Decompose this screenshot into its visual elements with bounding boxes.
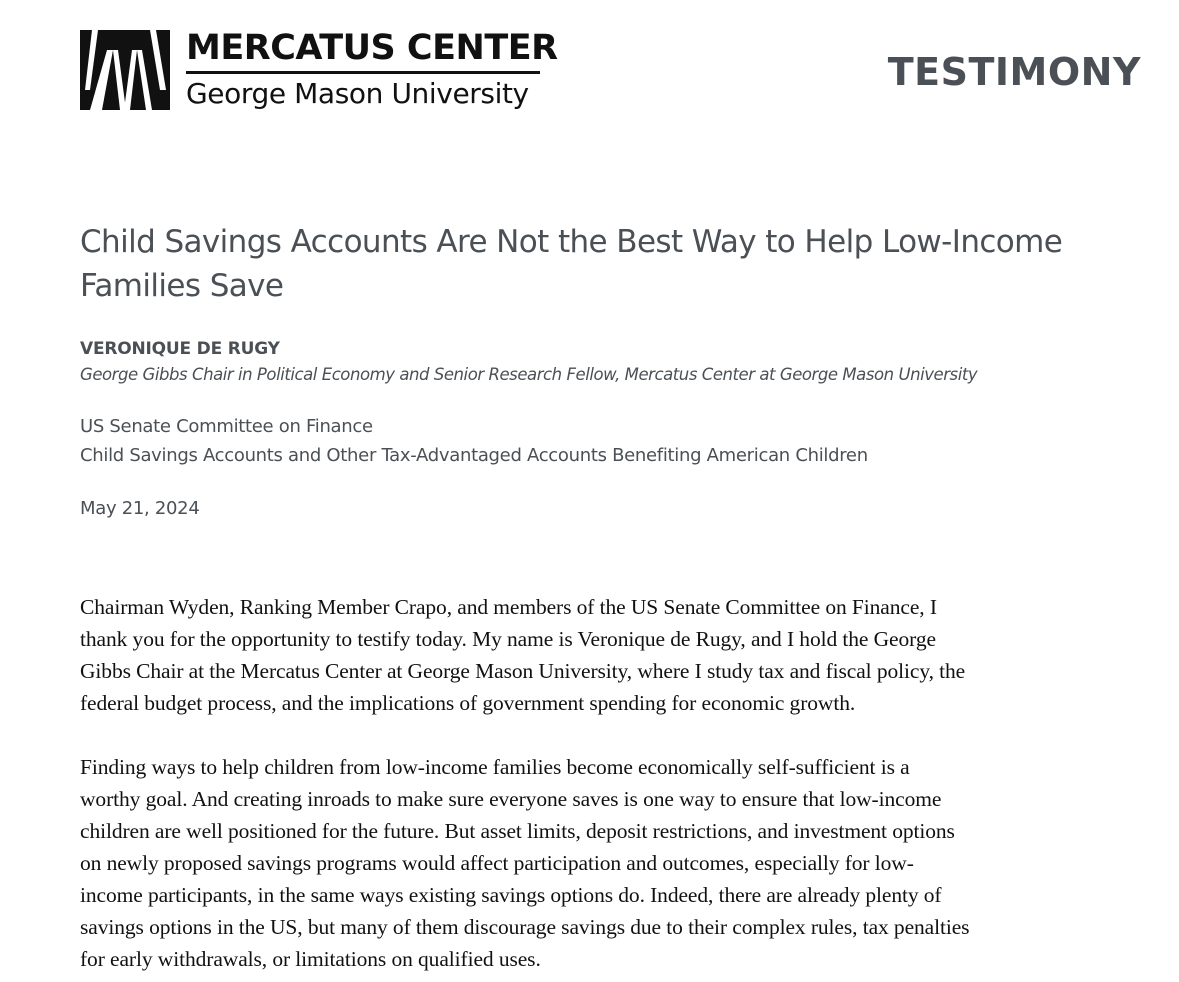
testimony-date: May 21, 2024 xyxy=(80,498,200,519)
mercatus-logo-icon xyxy=(80,30,170,110)
title-line: Child Savings Accounts Are Not the Best Way to Help Low-Income xyxy=(80,224,1063,260)
paragraph-line: Finding ways to help children from low-income families become economically self-sufficient is a xyxy=(80,755,910,779)
hearing-title: Child Savings Accounts and Other Tax-Advantaged Accounts Benefiting American Children xyxy=(80,445,868,466)
author-position: George Gibbs Chair in Political Economy and Senior Research Fellow, Mercatus Center at George Mason University xyxy=(80,365,978,384)
paragraph-line: federal budget process, and the implications of government spending for economic growth. xyxy=(80,691,856,715)
paragraph-line: children are well positioned for the future. But asset limits, deposit restrictions, and investment options xyxy=(80,819,955,843)
org-affiliation: George Mason University xyxy=(186,77,529,110)
org-name: MERCATUS CENTER xyxy=(186,28,558,68)
title-line: Families Save xyxy=(80,268,284,304)
paragraph-line: Gibbs Chair at the Mercatus Center at George Mason University, where I study tax and fiscal policy, the xyxy=(80,659,966,683)
document-type-label: TESTIMONY xyxy=(887,50,1141,94)
paragraph-line: on newly proposed savings programs would affect participation and outcomes, especially for low- xyxy=(80,851,914,875)
paragraph-line: Chairman Wyden, Ranking Member Crapo, and members of the US Senate Committee on Finance, I xyxy=(80,595,937,619)
body-paragraph-2 xyxy=(80,751,1170,975)
paragraph-line: income participants, in the same ways existing savings options do. Indeed, there are already plenty of xyxy=(80,883,942,907)
committee-name: US Senate Committee on Finance xyxy=(80,416,373,437)
document-title xyxy=(80,220,1160,308)
body-paragraph-1 xyxy=(80,591,1170,719)
mercatus-logo xyxy=(80,28,558,112)
logo-divider xyxy=(186,71,540,74)
hearing-venue xyxy=(80,412,868,470)
paragraph-line: worthy goal. And creating inroads to make sure everyone saves is one way to ensure that low-income xyxy=(80,787,942,811)
paragraph-line: thank you for the opportunity to testify today. My name is Veronique de Rugy, and I hold the George xyxy=(80,627,936,651)
paragraph-line: savings options in the US, but many of them discourage savings due to their complex rules, tax penalties xyxy=(80,915,970,939)
author-name: VERONIQUE DE RUGY xyxy=(80,339,280,359)
paragraph-line: for early withdrawals, or limitations on qualified uses. xyxy=(80,947,541,971)
